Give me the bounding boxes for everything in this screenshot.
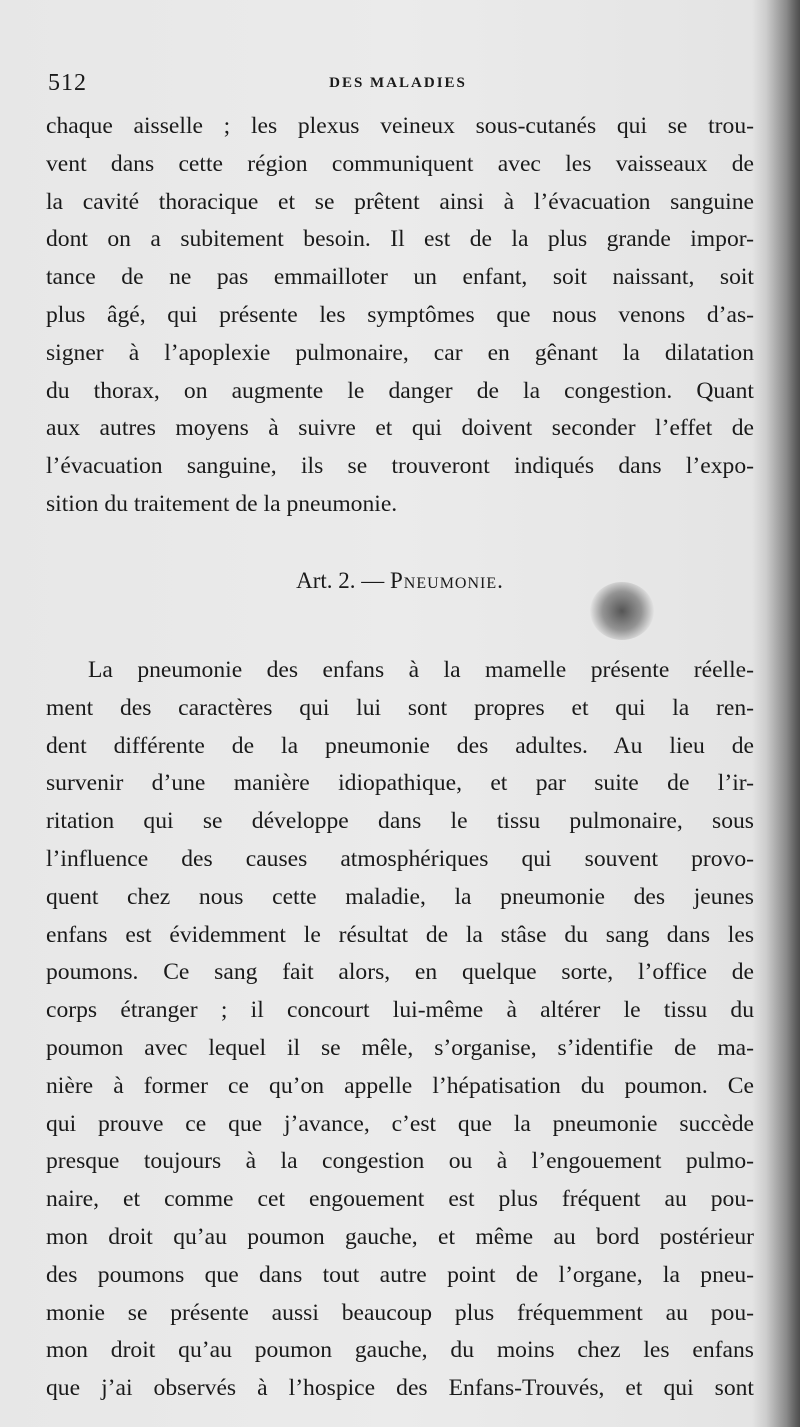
text-line: plus âgé, qui présente les symptômes que nous venons d’as- (46, 301, 754, 328)
section-heading (0, 568, 800, 594)
text-line: sition du traitement de la pneumonie. (46, 490, 398, 517)
text-line: poumon avec lequel il se mêle, s’organise, s’identifie de ma- (46, 1034, 754, 1061)
text-line: mon droit qu’au poumon gauche, du moins chez les enfans (46, 1337, 754, 1364)
page-gutter-shadow (766, 0, 800, 1427)
text-line: presque toujours à la congestion ou à l’engouement pulmo- (46, 1148, 754, 1175)
paragraph-pneumonie (46, 652, 754, 1408)
text-line: signer à l’apoplexie pulmonaire, car en gênant la dilatation (46, 339, 754, 366)
text-line: que j’ai observés à l’hospice des Enfans-Trouvés, et qui sont (46, 1375, 754, 1402)
text-line: vent dans cette région communiquent avec les vaisseaux de (46, 150, 754, 177)
section-heading-title: Pneumonie. (390, 568, 504, 593)
paragraph-continued (46, 108, 754, 524)
running-title: DES MALADIES (329, 75, 467, 91)
text-line: l’influence des causes atmosphériques qui souvent provo- (46, 845, 754, 872)
section-heading-prefix: Art. 2. — (296, 568, 391, 593)
text-line: corps étranger ; il concourt lui-même à altérer le tissu du (46, 997, 754, 1024)
text-line: ritation qui se développe dans le tissu pulmonaire, sous (46, 808, 754, 835)
text-line: ment des caractères qui lui sont propres et qui la ren- (46, 694, 754, 721)
page-number: 512 (48, 70, 87, 96)
text-line: dent différente de la pneumonie des adultes. Au lieu de (46, 732, 754, 759)
text-line: nière à former ce qu’on appelle l’hépatisation du poumon. Ce (46, 1072, 754, 1099)
text-line: La pneumonie des enfans à la mamelle présente réelle- (88, 657, 754, 683)
text-line: aux autres moyens à suivre et qui doivent seconder l’effet de (46, 415, 754, 442)
ink-stain (590, 582, 654, 640)
text-line: des poumons que dans tout autre point de l’organe, la pneu- (46, 1261, 754, 1288)
text-line: l’évacuation sanguine, ils se trouveront indiqués dans l’expo- (46, 453, 754, 480)
running-head (48, 70, 748, 100)
text-line: mon droit qu’au poumon gauche, et même au bord postérieur (46, 1223, 754, 1250)
text-line: survenir d’une manière idiopathique, et par suite de l’ir- (46, 770, 754, 797)
text-line: chaque aisselle ; les plexus veineux sous-cutanés qui se trou- (46, 113, 754, 139)
text-line: qui prouve ce que j’avance, c’est que la pneumonie succède (46, 1110, 754, 1137)
text-line: poumons. Ce sang fait alors, en quelque sorte, l’office de (46, 959, 754, 986)
text-line: la cavité thoracique et se prêtent ainsi à l’évacuation sanguine (46, 188, 754, 215)
text-line: du thorax, on augmente le danger de la congestion. Quant (46, 377, 754, 404)
text-line: quent chez nous cette maladie, la pneumonie des jeunes (46, 883, 754, 910)
text-line: tance de ne pas emmailloter un enfant, soit naissant, soit (46, 264, 754, 291)
text-line: enfans est évidemment le résultat de la stâse du sang dans les (46, 921, 754, 948)
text-line: monie se présente aussi beaucoup plus fréquemment au pou- (46, 1299, 754, 1326)
text-line: dont on a subitement besoin. Il est de la plus grande impor- (46, 226, 754, 253)
text-line: naire, et comme cet engouement est plus fréquent au pou- (46, 1186, 754, 1213)
